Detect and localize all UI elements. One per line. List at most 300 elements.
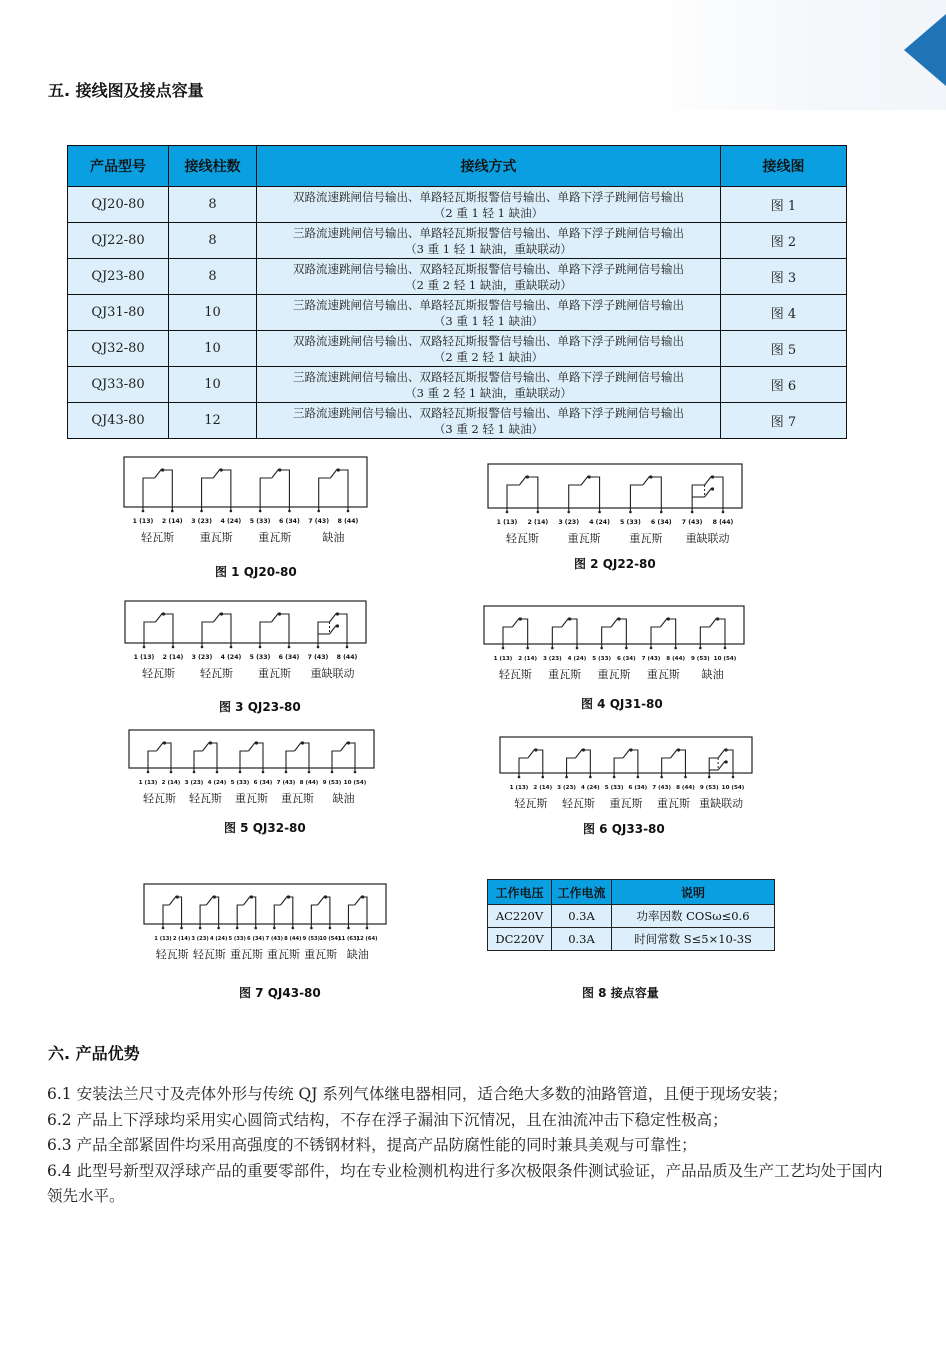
terminal-dot (180, 927, 183, 930)
switch-blade (718, 761, 725, 770)
terminal-dot (660, 511, 663, 514)
contact-dot (278, 612, 281, 615)
cell-method (257, 187, 721, 223)
terminal-label: 8 (44) (284, 936, 302, 942)
figure-caption-1: 图 1 QJ20-80 (215, 565, 297, 579)
list-item: 6.2 产品上下浮球均采用实心圆筒式结构，不存在浮子漏油下沉情况，且在油流冲击下稳定性极高； (47, 1110, 728, 1129)
method-line1: 三路流速跳闸信号输出、双路轻瓦斯报警信号输出、单路下浮子跳闸信号输出 (293, 405, 684, 420)
header-method: 接线方式 (257, 146, 721, 187)
terminal-label: 3 (23) (191, 654, 213, 661)
cell-terminals: 8 (169, 259, 257, 295)
switch-blade (705, 476, 712, 485)
terminal-dot (699, 647, 702, 650)
contact-wire (162, 470, 173, 511)
cell-method (257, 367, 721, 403)
header-current: 工作电流 (552, 880, 612, 905)
terminal-label: 4 (24) (220, 518, 242, 525)
contact-dot (534, 748, 537, 751)
method-line2: （3 重 2 轻 1 缺油，重缺联动） (405, 385, 572, 400)
cell-model: QJ33-80 (68, 367, 169, 403)
cell-figure: 图 2 (721, 223, 847, 259)
terminal-label: 7 (43) (681, 519, 703, 526)
method-line1: 双路流速跳闸信号输出、双路轻瓦斯报警信号输出、单路下浮子跳闸信号输出 (293, 261, 684, 276)
terminal-label: 3 (23) (557, 785, 576, 791)
terminal-label: 4 (24) (220, 654, 242, 661)
contact-dot (711, 475, 714, 478)
group-label: 轻瓦斯 (498, 668, 532, 681)
contact-wire (651, 627, 660, 648)
switch-blade (718, 749, 725, 758)
wiring-diagram-6 (499, 736, 753, 810)
switch-blade (355, 896, 362, 905)
group-label: 重缺联动 (699, 797, 744, 810)
cell-figure: 图 1 (721, 187, 847, 223)
switch-blade (528, 749, 535, 758)
switch-blade (330, 625, 337, 634)
switch-blade (213, 469, 220, 478)
contact-dot (526, 475, 529, 478)
terminal-label: 9 (53) (690, 656, 710, 662)
contact-wire (519, 758, 528, 777)
figure-caption-3: 图 3 QJ23-80 (219, 700, 301, 714)
terminal-dot (613, 776, 616, 779)
cell-note: 功率因数 COSω≤0.6 (612, 905, 775, 928)
header-diagram: 接线图 (721, 146, 847, 187)
terminal-label: 3 (23) (558, 519, 580, 526)
group-label: 重瓦斯 (629, 532, 663, 545)
terminal-label: 6 (34) (279, 518, 300, 525)
terminal-dot (541, 776, 544, 779)
contact-dot (336, 624, 339, 627)
terminal-dot (170, 771, 173, 774)
contact-dot (161, 468, 164, 471)
group-label: 轻瓦斯 (200, 667, 233, 680)
switch-blade (623, 749, 630, 758)
terminal-label: 3 (23) (191, 518, 212, 525)
terminal-label: 10 (54) (319, 936, 341, 942)
terminal-label: 1 (13) (154, 936, 172, 942)
terminal-dot (317, 510, 320, 513)
contact-wire (588, 477, 599, 512)
wiring-diagram-4 (483, 605, 745, 679)
contact-wire (194, 751, 203, 772)
group-label: 轻瓦斯 (514, 797, 548, 810)
switch-blade (318, 896, 325, 905)
terminal-dot (239, 771, 242, 774)
contact-dot (220, 612, 223, 615)
terminal-dot (142, 510, 145, 513)
switch-blade (581, 476, 588, 485)
wiring-table (67, 145, 847, 439)
header-model: 产品型号 (68, 146, 169, 187)
cell-voltage: AC220V (488, 905, 552, 928)
wiring-diagram-7 (143, 883, 387, 959)
terminal-label: 7 (43) (641, 656, 661, 662)
wiring-diagram-5 (128, 729, 375, 803)
terminal-label: 6 (34) (253, 780, 273, 786)
terminal-dot (722, 511, 725, 514)
group-label: 轻瓦斯 (143, 792, 176, 805)
contact-wire (240, 751, 249, 772)
table-row (68, 295, 847, 331)
terminal-dot (650, 647, 653, 650)
header-voltage: 工作电压 (488, 880, 552, 905)
contact-dot (582, 748, 585, 751)
advantages-list (47, 1082, 897, 1210)
cell-method (257, 223, 721, 259)
wiring-diagram-3 (124, 600, 367, 680)
terminal-label: 8 (44) (666, 656, 686, 662)
contact-dot (677, 748, 680, 751)
cell-figure: 图 5 (721, 331, 847, 367)
relay-box (488, 464, 742, 508)
terminal-label: 7 (43) (652, 785, 672, 791)
terminal-dot (171, 510, 174, 513)
terminal-dot (236, 927, 239, 930)
terminal-dot (347, 510, 350, 513)
contact-dot (725, 760, 728, 763)
switch-blade (214, 613, 221, 622)
terminal-dot (285, 771, 288, 774)
contact-wire (279, 470, 290, 511)
method-line1: 双路流速跳闸信号输出、单路轻瓦斯报警信号输出、单路下浮子跳闸信号输出 (293, 189, 684, 204)
terminal-dot (273, 927, 276, 930)
terminal-label: 2 (14) (518, 656, 538, 662)
group-label: 重瓦斯 (199, 531, 233, 544)
terminal-label: 1 (13) (509, 785, 529, 791)
terminal-dot (216, 771, 219, 774)
contact-wire (176, 897, 181, 928)
group-label: 重缺联动 (310, 667, 355, 680)
cell-figure: 图 4 (721, 295, 847, 331)
group-label: 重瓦斯 (657, 797, 691, 810)
figure-caption-7: 图 7 QJ43-80 (239, 986, 321, 1000)
table-row (68, 367, 847, 403)
terminal-dot (732, 776, 735, 779)
contact-wire (602, 627, 611, 648)
terminal-dot (506, 511, 509, 514)
table-row (68, 403, 847, 439)
cell-current: 0.3A (552, 928, 612, 951)
contact-wire (332, 751, 341, 772)
terminal-dot (637, 776, 640, 779)
terminal-label: 5 (33) (230, 780, 250, 786)
switch-blade (272, 469, 279, 478)
terminal-dot (288, 510, 291, 513)
terminal-label: 9 (53) (699, 785, 719, 791)
contact-wire (567, 758, 576, 777)
contact-wire (526, 477, 537, 512)
terminal-dot (259, 510, 262, 513)
terminal-dot (684, 776, 687, 779)
header-terminals: 接线柱数 (169, 146, 257, 187)
method-line2: （3 重 1 轻 1 缺油，重缺联动） (405, 241, 572, 256)
capacity-table-header (488, 880, 775, 905)
contact-wire (709, 758, 718, 777)
contact-wire (712, 477, 723, 512)
terminal-dot (589, 776, 592, 779)
contact-wire (325, 897, 330, 928)
contact-dot (337, 468, 340, 471)
contact-dot (716, 617, 719, 620)
cell-method (257, 295, 721, 331)
group-label: 重缺联动 (685, 532, 730, 545)
terminal-dot (254, 927, 257, 930)
terminal-dot (551, 647, 554, 650)
cell-figure: 图 7 (721, 403, 847, 439)
switch-blade (295, 742, 302, 751)
contact-wire (650, 477, 661, 512)
terminal-label: 11 (63) (337, 936, 359, 942)
switch-blade (575, 749, 582, 758)
table-row (68, 331, 847, 367)
switch-blade (243, 896, 250, 905)
cell-method (257, 259, 721, 295)
header-note: 说明 (612, 880, 775, 905)
switch-blade (330, 469, 337, 478)
terminal-label: 6 (34) (628, 785, 648, 791)
method-line1: 双路流速跳闸信号输出、双路轻瓦斯报警信号输出、单路下浮子跳闸信号输出 (293, 333, 684, 348)
cell-terminals: 8 (169, 187, 257, 223)
terminal-label: 6 (34) (616, 656, 636, 662)
contact-wire (260, 478, 272, 511)
switch-blade (206, 896, 213, 905)
terminal-label: 10 (54) (713, 656, 737, 662)
contact-dot (209, 741, 212, 744)
switch-blade (330, 613, 337, 622)
cell-note: 时间常数 S≤5×10-3S (612, 928, 775, 951)
contact-wire (279, 614, 290, 647)
switch-blade (643, 476, 650, 485)
cell-terminals: 10 (169, 295, 257, 331)
terminal-dot (565, 776, 568, 779)
group-label: 轻瓦斯 (561, 797, 595, 810)
terminal-label: 2 (14) (533, 785, 553, 791)
terminal-label: 1 (13) (493, 656, 513, 662)
terminal-dot (724, 647, 727, 650)
terminal-dot (288, 646, 291, 649)
terminal-label: 10 (54) (721, 785, 745, 791)
table-row (68, 259, 847, 295)
contact-dot (617, 617, 620, 620)
contact-dot (278, 468, 281, 471)
terminal-dot (598, 511, 601, 514)
cell-terminals: 10 (169, 331, 257, 367)
terminal-label: 5 (33) (604, 785, 624, 791)
contact-wire (700, 627, 709, 648)
terminal-label: 6 (34) (247, 936, 265, 942)
group-label: 轻瓦斯 (155, 948, 189, 961)
switch-blade (611, 618, 618, 627)
terminal-label: 5 (33) (620, 519, 641, 526)
terminal-label: 8 (44) (299, 780, 319, 786)
terminal-label: 10 (54) (343, 780, 367, 786)
terminal-dot (347, 927, 350, 930)
terminal-label: 12 (64) (356, 936, 378, 942)
contact-dot (301, 741, 304, 744)
cell-model: QJ31-80 (68, 295, 169, 331)
terminal-dot (502, 647, 505, 650)
contact-wire (362, 897, 367, 928)
group-label: 重瓦斯 (281, 792, 314, 805)
contact-dot (568, 617, 571, 620)
cell-voltage: DC220V (488, 928, 552, 951)
contact-wire (163, 614, 174, 647)
relay-box (484, 606, 744, 644)
terminal-label: 4 (24) (567, 656, 587, 662)
switch-blade (519, 476, 526, 485)
contact-dot (725, 748, 728, 751)
contact-dot (250, 895, 253, 898)
contact-dot (519, 617, 522, 620)
contact-dot (588, 475, 591, 478)
wiring-table-header (68, 146, 847, 187)
corner-shade (636, 0, 946, 110)
switch-blade (671, 749, 678, 758)
group-label: 缺油 (346, 948, 369, 961)
terminal-label: 1 (13) (138, 780, 158, 786)
contact-wire (220, 470, 231, 511)
terminal-label: 5 (33) (249, 654, 271, 661)
cell-figure: 图 3 (721, 259, 847, 295)
group-label: 轻瓦斯 (141, 531, 175, 544)
terminal-label: 7 (43) (265, 936, 283, 942)
terminal-label: 5 (33) (228, 936, 246, 942)
switch-blade (169, 896, 176, 905)
terminal-dot (259, 646, 262, 649)
terminal-label: 3 (23) (542, 656, 562, 662)
terminal-label: 2 (14) (162, 654, 184, 661)
terminal-label: 7 (43) (276, 780, 296, 786)
terminal-dot (691, 511, 694, 514)
contact-dot (176, 895, 179, 898)
switch-blade (156, 613, 163, 622)
terminal-label: 7 (43) (308, 518, 330, 525)
section5-title: 五. 接线图及接点容量 (48, 81, 204, 100)
wiring-diagram-1 (123, 456, 368, 552)
terminal-dot (660, 776, 663, 779)
switch-blade (705, 488, 712, 497)
group-label: 重瓦斯 (258, 667, 291, 680)
terminal-label: 7 (43) (307, 654, 329, 661)
group-label: 重瓦斯 (567, 532, 601, 545)
terminal-dot (308, 771, 311, 774)
contact-wire (614, 758, 623, 777)
figure-caption-8: 图 8 接点容量 (582, 986, 659, 1000)
terminal-label: 8 (44) (336, 654, 358, 661)
terminal-label: 1 (13) (133, 654, 155, 661)
terminal-dot (629, 511, 632, 514)
section6-title: 六. 产品优势 (48, 1044, 140, 1063)
group-label: 缺油 (332, 792, 355, 805)
table-row (68, 223, 847, 259)
cell-model: QJ22-80 (68, 223, 169, 259)
terminal-dot (200, 510, 203, 513)
group-label: 轻瓦斯 (189, 792, 222, 805)
contact-wire (552, 627, 561, 648)
group-label: 重瓦斯 (304, 948, 338, 961)
terminal-label: 1 (13) (496, 519, 518, 526)
list-item: 6.3 产品全部紧固件均采用高强度的不锈钢材料，提高产品防腐性能的同时兼具美观与可靠性； (47, 1136, 697, 1154)
contact-dot (667, 617, 670, 620)
contact-wire (337, 470, 348, 511)
contact-wire (503, 627, 512, 648)
method-line2: （2 重 1 轻 1 缺油） (433, 205, 544, 220)
terminal-label: 4 (24) (580, 785, 600, 791)
contact-wire (337, 614, 348, 647)
list-item: 6.4 此型号新型双浮球产品的重要零部件，均在专业检测机构进行多次极限条件测试验证，产品品质及生产工艺均处于国内领先水平。 (47, 1161, 883, 1205)
terminal-dot (526, 647, 529, 650)
group-label: 缺油 (701, 668, 724, 681)
switch-blade (203, 742, 210, 751)
terminal-label: 2 (14) (161, 780, 181, 786)
cell-model: QJ20-80 (68, 187, 169, 223)
figure-caption-6: 图 6 QJ33-80 (583, 822, 665, 836)
group-label: 重瓦斯 (258, 531, 292, 544)
switch-blade (155, 469, 162, 478)
contact-wire (143, 478, 155, 511)
contact-wire (213, 897, 218, 928)
contact-wire (286, 751, 295, 772)
terminal-dot (292, 927, 295, 930)
method-line1: 三路流速跳闸信号输出、单路轻瓦斯报警信号输出、单路下浮子跳闸信号输出 (293, 225, 684, 240)
switch-blade (272, 613, 279, 622)
switch-blade (660, 618, 667, 627)
terminal-dot (346, 646, 349, 649)
terminal-label: 4 (24) (589, 519, 610, 526)
terminal-dot (310, 927, 313, 930)
figure-caption-2: 图 2 QJ22-80 (574, 557, 656, 571)
contact-wire (288, 897, 293, 928)
terminal-dot (147, 771, 150, 774)
terminal-dot (217, 927, 220, 930)
group-label: 轻瓦斯 (192, 948, 226, 961)
terminal-dot (230, 646, 233, 649)
terminal-dot (230, 510, 233, 513)
terminal-label: 3 (23) (184, 780, 204, 786)
method-line2: （3 重 1 轻 1 缺油） (433, 313, 544, 328)
contact-wire (221, 614, 232, 647)
terminal-label: 6 (34) (650, 519, 672, 526)
switch-blade (512, 618, 519, 627)
contact-dot (220, 468, 223, 471)
terminal-dot (576, 647, 579, 650)
terminal-dot (172, 646, 175, 649)
contact-dot (162, 612, 165, 615)
contact-capacity-table (487, 879, 775, 951)
terminal-label: 4 (24) (209, 936, 228, 942)
cell-model: QJ23-80 (68, 259, 169, 295)
terminal-label: 2 (14) (161, 518, 183, 525)
terminal-dot (201, 646, 204, 649)
cell-method (257, 403, 721, 439)
contact-wire (250, 897, 255, 928)
contact-dot (255, 741, 258, 744)
terminal-label: 4 (24) (207, 780, 227, 786)
cell-terminals: 12 (169, 403, 257, 439)
group-label: 轻瓦斯 (142, 667, 175, 680)
list-item: 6.1 安装法兰尺寸及壳体外形与传统 QJ 系列气体继电器相同，适合绝大多数的油路管道，且便于现场安装； (47, 1085, 788, 1103)
switch-blade (341, 742, 348, 751)
cell-figure: 图 6 (721, 367, 847, 403)
method-line2: （3 重 2 轻 1 缺油） (433, 421, 544, 436)
contact-wire (662, 758, 671, 777)
terminal-dot (518, 776, 521, 779)
terminal-label: 1 (13) (132, 518, 154, 525)
relay-box (129, 730, 374, 768)
contact-dot (213, 895, 216, 898)
terminal-label: 8 (44) (337, 518, 359, 525)
